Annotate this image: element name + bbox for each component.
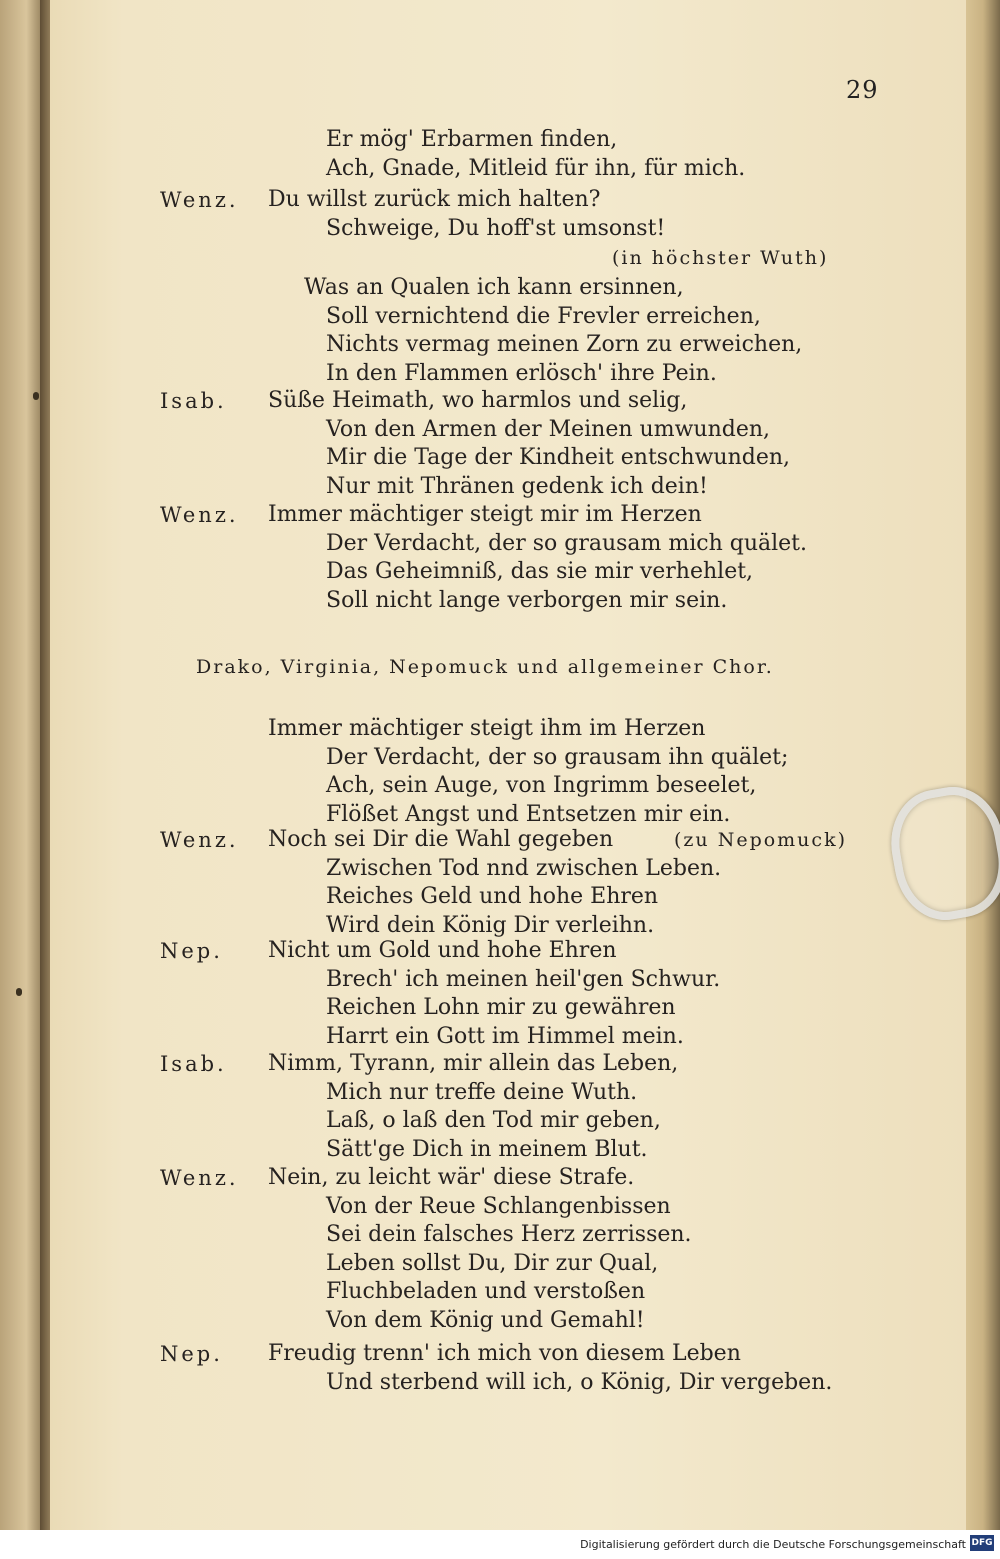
verse-line: Brech' ich meinen heil'gen Schwur. xyxy=(326,966,721,992)
verse-line: Und sterbend will ich, o König, Dir vergeben. xyxy=(326,1369,833,1395)
verse-line: Nein, zu leicht wär' diese Strafe. xyxy=(268,1165,635,1190)
speaker-label: Nep. xyxy=(160,1342,223,1366)
verse-line: In den Flammen erlösch' ihre Pein. xyxy=(326,360,717,386)
footer-credit: Digitalisierung gefördert durch die Deutsche Forschungsgemeinschaft xyxy=(580,1538,966,1551)
verse-line: Nur mit Thränen gedenk ich dein! xyxy=(326,473,708,499)
page-number: 29 xyxy=(846,76,879,104)
verse-line: Leben sollst Du, Dir zur Qual, xyxy=(326,1250,659,1276)
verse-line: Von den Armen der Meinen umwunden, xyxy=(326,416,770,442)
verse-line: Wird dein König Dir verleihn. xyxy=(326,912,655,938)
verse-line: Soll nicht lange verborgen mir sein. xyxy=(326,587,728,613)
speaker-label: Wenz. xyxy=(160,188,239,212)
dfg-logo: DFG xyxy=(970,1535,994,1551)
verse-line: Süße Heimath, wo harmlos und selig, xyxy=(268,388,688,413)
speaker-label: Wenz. xyxy=(160,1166,239,1190)
verse-line: Reiches Geld und hohe Ehren xyxy=(326,884,659,909)
verse-line: Der Verdacht, der so grausam ihn quälet; xyxy=(326,744,789,770)
verse-line: Immer mächtiger steigt ihm im Herzen xyxy=(268,716,706,741)
verse-line: Schweige, Du hoff'st umsonst! xyxy=(326,215,666,241)
page-stack-edge xyxy=(966,0,1000,1530)
verse-line: Von der Reue Schlangenbissen xyxy=(326,1193,671,1219)
binding-hole xyxy=(33,392,39,400)
verse-line: Soll vernichtend die Frevler erreichen, xyxy=(326,303,761,329)
verse-line: Du willst zurück mich halten? xyxy=(268,187,601,212)
speaker-label: Nep. xyxy=(160,939,223,963)
verse-line: Mich nur treffe deine Wuth. xyxy=(326,1079,638,1105)
verse-line: Flößet Angst und Entsetzen mir ein. xyxy=(326,801,731,827)
verse-line: Harrt ein Gott im Himmel mein. xyxy=(326,1023,684,1049)
verse-line: Sätt'ge Dich in meinem Blut. xyxy=(326,1136,648,1162)
verse-line: Nicht um Gold und hohe Ehren xyxy=(268,938,617,963)
facing-page-edge xyxy=(0,0,44,1530)
binding-hole xyxy=(16,988,22,996)
verse-line: Fluchbeladen und verstoßen xyxy=(326,1279,646,1304)
speaker-label: Isab. xyxy=(160,389,227,413)
verse-line: Ach, sein Auge, von Ingrimm beseelet, xyxy=(326,773,757,798)
verse-line: Reichen Lohn mir zu gewähren xyxy=(326,995,676,1020)
verse-line: Laß, o laß den Tod mir geben, xyxy=(326,1108,661,1133)
verse-line: Nichts vermag meinen Zorn zu erweichen, xyxy=(326,332,803,357)
verse-line: Nimm, Tyrann, mir allein das Leben, xyxy=(268,1051,679,1076)
verse-line: Was an Qualen ich kann ersinnen, xyxy=(304,275,684,300)
speaker-label: Isab. xyxy=(160,1052,227,1076)
speaker-label: Wenz. xyxy=(160,828,239,852)
verse-line: Zwischen Tod nnd zwischen Leben. xyxy=(326,855,722,881)
verse-line: Freudig trenn' ich mich von diesem Leben xyxy=(268,1341,741,1366)
verse-line: Sei dein falsches Herz zerrissen. xyxy=(326,1222,692,1247)
verse-line: Er mög' Erbarmen finden, xyxy=(326,127,618,152)
speaker-label: Wenz. xyxy=(160,503,239,527)
verse-line: Von dem König und Gemahl! xyxy=(326,1307,645,1333)
verse-line: Noch sei Dir die Wahl gegeben xyxy=(268,827,614,852)
verse-line: Immer mächtiger steigt mir im Herzen xyxy=(268,502,702,527)
verse-line: Der Verdacht, der so grausam mich quälet. xyxy=(326,530,808,556)
verse-line: Ach, Gnade, Mitleid für ihn, für mich. xyxy=(326,155,746,181)
verse-line: Mir die Tage der Kindheit entschwunden, xyxy=(326,445,791,470)
stage-direction: (zu Nepomuck) xyxy=(674,829,847,851)
stage-direction: (in höchster Wuth) xyxy=(612,247,829,269)
section-heading: Drako, Virginia, Nepomuck und allgemeiner Chor. xyxy=(196,656,774,678)
verse-line: Das Geheimniß, das sie mir verhehlet, xyxy=(326,559,754,584)
